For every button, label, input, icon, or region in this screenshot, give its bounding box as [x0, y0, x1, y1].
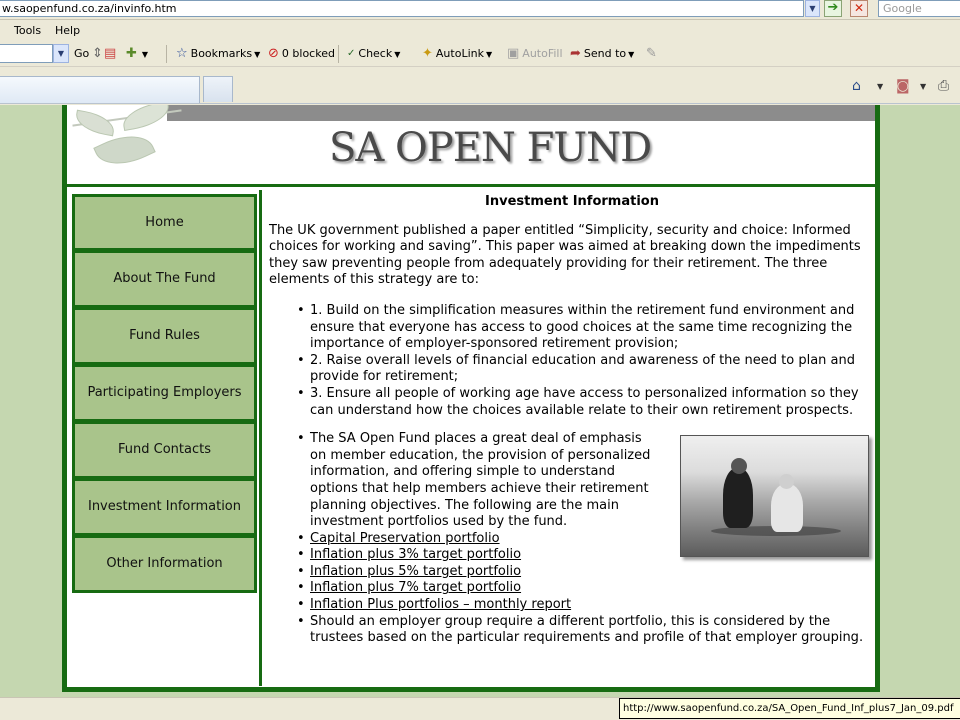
- go-arrow-icon: ➔: [827, 0, 839, 15]
- page-viewport: [0, 105, 960, 697]
- nav-fund-rules[interactable]: Fund Rules: [72, 308, 257, 365]
- bookmarks-button[interactable]: ☆ Bookmarks ▼: [176, 46, 261, 61]
- highlight-button[interactable]: [104, 47, 119, 61]
- inflation-plus-3-link[interactable]: Inflation plus 3% target portfolio: [310, 547, 522, 563]
- leaf-decoration: [74, 110, 117, 137]
- tab-bar: [0, 68, 960, 104]
- stop-icon: ✕: [853, 1, 865, 15]
- active-tab[interactable]: [0, 76, 200, 103]
- google-search-input[interactable]: Google: [878, 0, 960, 17]
- address-bar-row: [0, 0, 960, 20]
- chevron-down-icon: ▼: [485, 49, 493, 59]
- portfolio-section: [297, 431, 873, 647]
- pagerank-icon: ✚: [126, 46, 137, 61]
- site-header: [67, 105, 875, 187]
- highlight-icon: ▤: [104, 46, 117, 61]
- site-logo[interactable]: SA OPEN FUND: [329, 125, 652, 171]
- main-content: [265, 190, 875, 686]
- intro-paragraph: The UK government published a paper entitled “Simplicity, security and choice: Informed choices for working and saving”. This paper was aimed at breaking down the impediments they saw preventing people from adequately providing for their retirement. The three elements of this strategy are to:: [269, 222, 861, 288]
- spellcheck-button[interactable]: ✓ Check ▼: [347, 47, 401, 60]
- strategy-list: [297, 303, 873, 419]
- popup-blocker-icon: ⊘: [268, 46, 279, 61]
- print-icon: ⎙: [938, 78, 950, 94]
- sidebar-nav: [72, 194, 257, 593]
- nav-other-information[interactable]: Other Information: [72, 536, 257, 593]
- list-item: [297, 564, 873, 581]
- nav-investment-information[interactable]: Investment Information: [72, 479, 257, 536]
- spellcheck-icon: ✓: [347, 48, 356, 59]
- chevron-down-icon: ▼: [57, 49, 65, 58]
- address-input[interactable]: w.saopenfund.co.za/invinfo.htm: [0, 0, 804, 17]
- home-button[interactable]: [852, 78, 861, 94]
- chevron-down-icon[interactable]: ▼: [920, 82, 927, 91]
- print-button[interactable]: [938, 78, 949, 94]
- menu-bar: [0, 21, 960, 41]
- list-item: [297, 580, 873, 597]
- toolbar-search-dropdown[interactable]: [53, 44, 69, 63]
- site-frame: [62, 105, 880, 692]
- go-arrow-button[interactable]: [824, 0, 842, 17]
- chevron-down-icon: ▼: [394, 49, 401, 59]
- nav-about-the-fund[interactable]: About The Fund: [72, 251, 257, 308]
- status-bar: [0, 697, 960, 720]
- list-item: • 2. Raise overall levels of financial education and awareness of the need to plan and provide for retirement;: [297, 353, 873, 386]
- list-item: [297, 531, 873, 548]
- sidebar: [67, 190, 262, 686]
- nav-participating-employers[interactable]: Participating Employers: [72, 365, 257, 422]
- autofill-button[interactable]: ▣ AutoFill: [507, 46, 563, 61]
- toolbar-search-combo[interactable]: [0, 44, 53, 63]
- new-tab-button[interactable]: [203, 76, 233, 102]
- feeds-button[interactable]: [896, 78, 910, 94]
- leaf-decoration: [120, 105, 171, 131]
- rss-feed-icon: ◙: [896, 78, 910, 94]
- menu-tools[interactable]: Tools: [14, 24, 42, 37]
- page-title: Investment Information: [485, 194, 659, 209]
- site-body: [67, 190, 875, 686]
- pagerank-button[interactable]: [126, 47, 148, 61]
- inflation-plus-5-link[interactable]: Inflation plus 5% target portfolio: [310, 563, 522, 579]
- chevron-down-icon: ▼: [141, 49, 149, 59]
- popup-blocker-button[interactable]: ⊘ 0 blocked: [268, 46, 335, 61]
- wrench-icon: ✎: [646, 46, 657, 61]
- page-icon: ⇕: [92, 46, 103, 61]
- menu-help[interactable]: Help: [55, 24, 81, 37]
- list-item: [297, 597, 873, 614]
- address-dropdown-button[interactable]: [805, 0, 820, 17]
- go-button[interactable]: Go: [74, 47, 90, 60]
- list-item: [297, 547, 873, 564]
- chevron-down-icon: ▼: [809, 4, 816, 13]
- nav-fund-contacts[interactable]: Fund Contacts: [72, 422, 257, 479]
- autolink-icon: ✦: [422, 46, 433, 61]
- list-item: • Should an employer group require a different portfolio, this is considered by the trustees based on the particular requirements and profile of that employer grouping.: [297, 614, 873, 647]
- list-item: • The SA Open Fund places a great deal of emphasis on member education, the provision of personalized information, and offering simple to understand options that help members achieve their retirement planning objectives. The following are the main investment portfolios used by the fund.: [297, 431, 652, 531]
- stop-button[interactable]: [850, 0, 868, 17]
- list-item: • 1. Build on the simplification measures within the retirement fund environment and ensure that everyone has access to good choices at the same time recognizing the importance of employer-sponsored retirement provision;: [297, 303, 873, 353]
- header-bar: [167, 105, 875, 121]
- settings-button[interactable]: [646, 47, 660, 61]
- monthly-report-link[interactable]: Inflation Plus portfolios – monthly report: [310, 597, 572, 613]
- send-to-button[interactable]: ➦ Send to ▼: [570, 46, 635, 61]
- chevron-down-icon: ▼: [628, 49, 635, 59]
- chevron-down-icon[interactable]: ▼: [877, 82, 884, 91]
- nav-home[interactable]: Home: [72, 194, 257, 251]
- list-item: • 3. Ensure all people of working age have access to personalized information so they can understand how the choices available relate to their own retirement prospects.: [297, 386, 873, 419]
- chevron-down-icon: ▼: [254, 49, 261, 59]
- send-to-icon: ➦: [570, 46, 581, 61]
- link-url-tooltip: http://www.saopenfund.co.za/SA_Open_Fund_Inf_plus7_Jan_09.pdf: [619, 698, 960, 719]
- capital-preservation-link[interactable]: Capital Preservation portfolio: [310, 530, 500, 546]
- star-icon: ☆: [176, 46, 188, 61]
- inflation-plus-7-link[interactable]: Inflation plus 7% target portfolio: [310, 580, 522, 596]
- autolink-button[interactable]: ✦ AutoLink ▼: [422, 46, 493, 61]
- google-toolbar: [0, 41, 960, 67]
- home-icon: ⌂: [852, 78, 861, 94]
- autofill-icon: ▣: [507, 46, 520, 61]
